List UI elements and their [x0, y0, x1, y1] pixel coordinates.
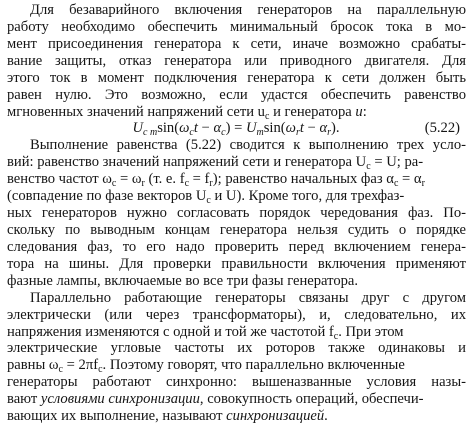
text-line: электрически (или через трансформаторы), и, следовательно, их [7, 306, 466, 323]
text-line: вающих их выполнение, называют синхронизацией. [7, 408, 328, 425]
text-line: мгновенных значений напряжений сети $u_c$ и генератора u: [7, 103, 367, 122]
text-line: вают условиями синхронизации, совокупность операций, обеспечи- [7, 391, 424, 408]
text-line: равны $\omega_c = 2\pi f_c$. Поэтому говорят, что параллельно включенные [7, 357, 405, 376]
text-line: равен нулю. Это возможно, если удастся обеспечить равенство [7, 86, 466, 103]
equation: $U_{c m}\sin(\omega_ct - \alpha_c) = U_m\sin(\omega_rt - \alpha_r)$. (5.22) [132, 120, 460, 139]
text-line: работу необходимо обеспечить минимальный бросок тока в мо- [7, 18, 466, 35]
text-line: (совпадение по фазе векторов $U_c$ и U). Кроме того, для трехфаз- [7, 188, 405, 207]
text-line: фазные лампы, включаемые во все три фазы генератора. [7, 272, 359, 289]
text-line: скольку по выводным концам генератора нельзя судить о порядке [7, 222, 466, 238]
text-line: Параллельно работающие генераторы связаны друг с другом [30, 289, 466, 306]
text-line: генераторы работают синхронно: вышеназванные условия назы- [7, 374, 466, 391]
text-line: Для безаварийного включения генераторов на параллельную [30, 2, 466, 18]
text-line: мент присоединения генератора к сети, иначе возможно срабаты- [7, 35, 466, 52]
text-line: вание защиты, отказ генератора или приводного двигателя. Для [7, 52, 466, 69]
text-line: следования фаз, то его надо проверить перед включением генера- [7, 238, 466, 255]
text-line: венство частот $\omega_c = \omega_r$ (т. е. $f_c = f_r$); равенство начальных фаз $\alpha_c = \alpha_r$ [7, 171, 425, 190]
text-line: Выполнение равенства (5.22) сводится к выполнению трех усло- [30, 137, 466, 154]
text-line: вий: равенство значений напряжений сети и генератора $U_c = U$; ра- [7, 154, 424, 173]
text-line: электрические угловые частоты их роторов также одинаковы и [7, 340, 466, 357]
text-line: ных генераторов нужно согласовать порядок чередования фаз. По- [7, 205, 466, 221]
equation-number: (5.22) [424, 120, 460, 137]
text-line: тора на шины. Для проверки правильности включения применяют [7, 255, 466, 272]
text-line: напряжения изменяются с одной и той же частотой $f_c$. При этом [7, 323, 404, 342]
text-line: этого ток в момент подключения генератора к сети должен быть [7, 69, 466, 86]
